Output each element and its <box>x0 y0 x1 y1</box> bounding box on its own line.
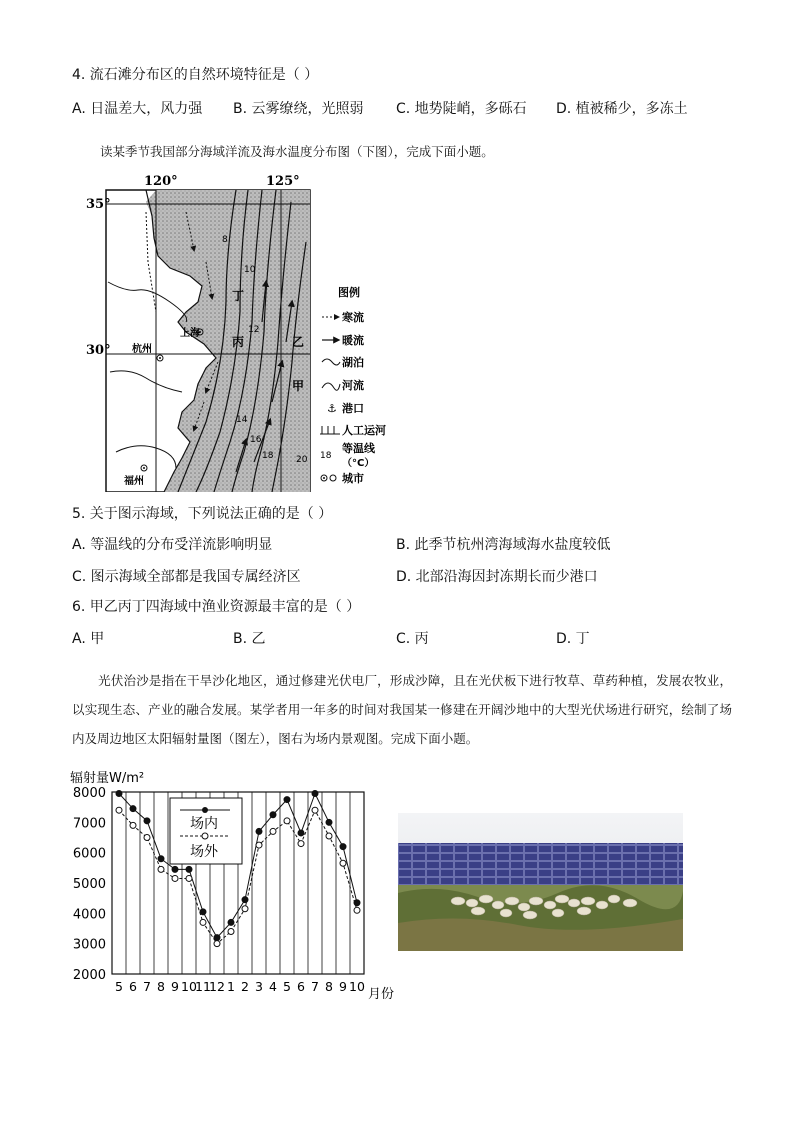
x-tick-label: 10 <box>181 979 197 994</box>
q4-option-a[interactable]: A. 日温差大，风力强 <box>72 101 203 117</box>
q4-option-d[interactable]: D. 植被稀少，多冻土 <box>556 101 688 117</box>
point-inside <box>284 797 290 803</box>
y-tick-label: 8000 <box>72 786 106 801</box>
city-label-shanghai: 上海 <box>180 328 200 339</box>
x-tick-label: 5 <box>283 979 291 994</box>
point-outside <box>326 833 332 839</box>
x-tick-label: 12 <box>209 979 225 994</box>
x-tick-label: 7 <box>311 979 319 994</box>
point-inside <box>158 856 164 862</box>
point-outside <box>298 841 304 847</box>
sea-label-yi: 乙 <box>292 335 305 349</box>
point-inside <box>116 791 122 797</box>
x-tick-label: 11 <box>195 979 211 994</box>
y-tick-label: 5000 <box>72 877 106 892</box>
point-outside <box>214 941 220 947</box>
y-tick-label: 3000 <box>72 937 106 953</box>
q6-option-c[interactable]: C. 丙 <box>396 631 429 647</box>
point-outside <box>186 875 192 881</box>
intro-map: 读某季节我国部分海域洋流及海水温度分布图（下图），完成下面小题。 <box>100 144 494 159</box>
legend-port-icon: ⚓ <box>327 402 337 415</box>
q4-option-c[interactable]: C. 地势陡峭，多砾石 <box>396 101 527 117</box>
point-outside <box>312 807 318 813</box>
x-tick-label: 9 <box>339 979 347 994</box>
x-tick-label: 10 <box>349 979 365 994</box>
ocean-current-map <box>86 172 386 492</box>
legend-isotherm-unit: （°C） <box>342 458 375 469</box>
isotherm-label-18: 18 <box>262 451 274 461</box>
sea-label-ding: 丁 <box>232 289 245 303</box>
q5-option-a[interactable]: A. 等温线的分布受洋流影响明显 <box>72 537 273 553</box>
sea-label-jia: 甲 <box>292 379 305 393</box>
point-outside <box>284 818 290 824</box>
y-tick-label: 6000 <box>72 846 106 862</box>
y-tick-label: 2000 <box>72 968 106 983</box>
point-inside <box>186 866 192 872</box>
x-tick-label: 7 <box>143 979 151 994</box>
x-tick-label: 2 <box>241 979 249 994</box>
point-outside <box>116 807 122 813</box>
point-inside <box>200 909 206 915</box>
q6-option-d[interactable]: D. 丁 <box>556 631 590 647</box>
legend-port: 港口 <box>342 402 364 415</box>
q5-stem: 5. 关于图示海域，下列说法正确的是（ ） <box>72 506 333 522</box>
sea-label-bing: 丙 <box>232 335 245 349</box>
q6-option-a[interactable]: A. 甲 <box>72 631 105 647</box>
isotherm-label-8: 8 <box>222 235 228 245</box>
isotherm-label-10: 10 <box>244 265 256 275</box>
chart-xlabel: 月份 <box>368 987 395 1002</box>
x-tick-label: 9 <box>171 979 179 994</box>
x-tick-label: 3 <box>255 979 263 994</box>
radiation-chart <box>70 768 400 1004</box>
point-inside <box>270 812 276 818</box>
lat-label-35: 35° <box>86 197 111 212</box>
point-outside <box>270 828 276 834</box>
point-inside <box>312 791 318 797</box>
q6-stem: 6. 甲乙丙丁四海域中渔业资源最丰富的是（ ） <box>72 599 361 615</box>
x-tick-label: 6 <box>297 979 305 994</box>
city-label-fuzhou: 福州 <box>124 476 144 487</box>
point-outside <box>340 860 346 866</box>
legend-lake: 湖泊 <box>342 356 364 369</box>
photovoltaic-field-photo <box>398 813 683 951</box>
lat-label-30: 30° <box>86 343 111 358</box>
legend-warm-current: 暖流 <box>342 334 364 347</box>
x-tick-label: 4 <box>269 979 277 994</box>
point-outside <box>256 842 262 848</box>
q5-option-b[interactable]: B. 此季节杭州湾海域海水盐度较低 <box>396 537 611 553</box>
city-label-hangzhou: 杭州 <box>132 344 152 355</box>
point-inside <box>172 866 178 872</box>
x-tick-label: 5 <box>115 979 123 994</box>
point-outside <box>354 907 360 913</box>
legend-title: 图例 <box>338 286 360 299</box>
point-outside <box>200 919 206 925</box>
point-outside <box>228 929 234 935</box>
point-outside <box>242 906 248 912</box>
legend-inside: 场内 <box>190 816 218 832</box>
y-tick-label: 7000 <box>72 816 106 832</box>
isotherm-label-14: 14 <box>236 415 248 425</box>
legend-outside: 场外 <box>190 844 218 860</box>
x-tick-label: 8 <box>157 979 165 994</box>
isotherm-label-20: 20 <box>296 455 308 465</box>
q5-option-d[interactable]: D. 北部沿海因封冻期长而少港口 <box>396 569 598 585</box>
point-inside <box>340 844 346 850</box>
isotherm-label-12: 12 <box>248 325 260 335</box>
y-tick-label: 4000 <box>72 907 106 923</box>
point-inside <box>130 806 136 812</box>
legend-city: 城市 <box>342 472 364 485</box>
point-inside <box>256 828 262 834</box>
lon-label-120: 120° <box>144 174 178 189</box>
q4-stem: 4. 流石滩分布区的自然环境特征是（ ） <box>72 67 319 83</box>
intro-photovoltaic: 光伏治沙是指在干旱沙化地区，通过修建光伏电厂，形成沙障，且在光伏板下进行牧草、草药种植，发展农牧业，以实现生态、产业的融合发展。某学者用一年多的时间对我国某一修建在开阔沙地中的大型光伏场进行研究，绘制了场内及周边地区太阳辐射量图（图左），图右为场内景观图。完成下面小题。 <box>72 673 732 746</box>
x-tick-label: 8 <box>325 979 333 994</box>
q5-option-c[interactable]: C. 图示海域全部都是我国专属经济区 <box>72 569 301 585</box>
legend-isotherm: 等温线 <box>342 442 375 455</box>
legend-river: 河流 <box>342 379 364 392</box>
point-inside <box>326 819 332 825</box>
x-tick-label: 1 <box>227 979 235 994</box>
legend-canal: 人工运河 <box>342 424 386 437</box>
point-outside <box>144 835 150 841</box>
x-tick-label: 6 <box>129 979 137 994</box>
point-outside <box>158 866 164 872</box>
legend-isotherm-value: 18 <box>320 451 332 461</box>
q6-option-b[interactable]: B. 乙 <box>233 631 266 647</box>
q4-option-b[interactable]: B. 云雾缭绕，光照弱 <box>233 101 364 117</box>
chart-ylabel: 辐射量W/m² <box>70 771 145 786</box>
point-outside <box>130 822 136 828</box>
isotherm-label-16: 16 <box>250 435 262 445</box>
point-inside <box>144 818 150 824</box>
legend-cold-current: 寒流 <box>342 311 364 324</box>
point-inside <box>228 919 234 925</box>
point-inside <box>298 830 304 836</box>
lon-label-125: 125° <box>266 174 300 189</box>
point-outside <box>172 875 178 881</box>
